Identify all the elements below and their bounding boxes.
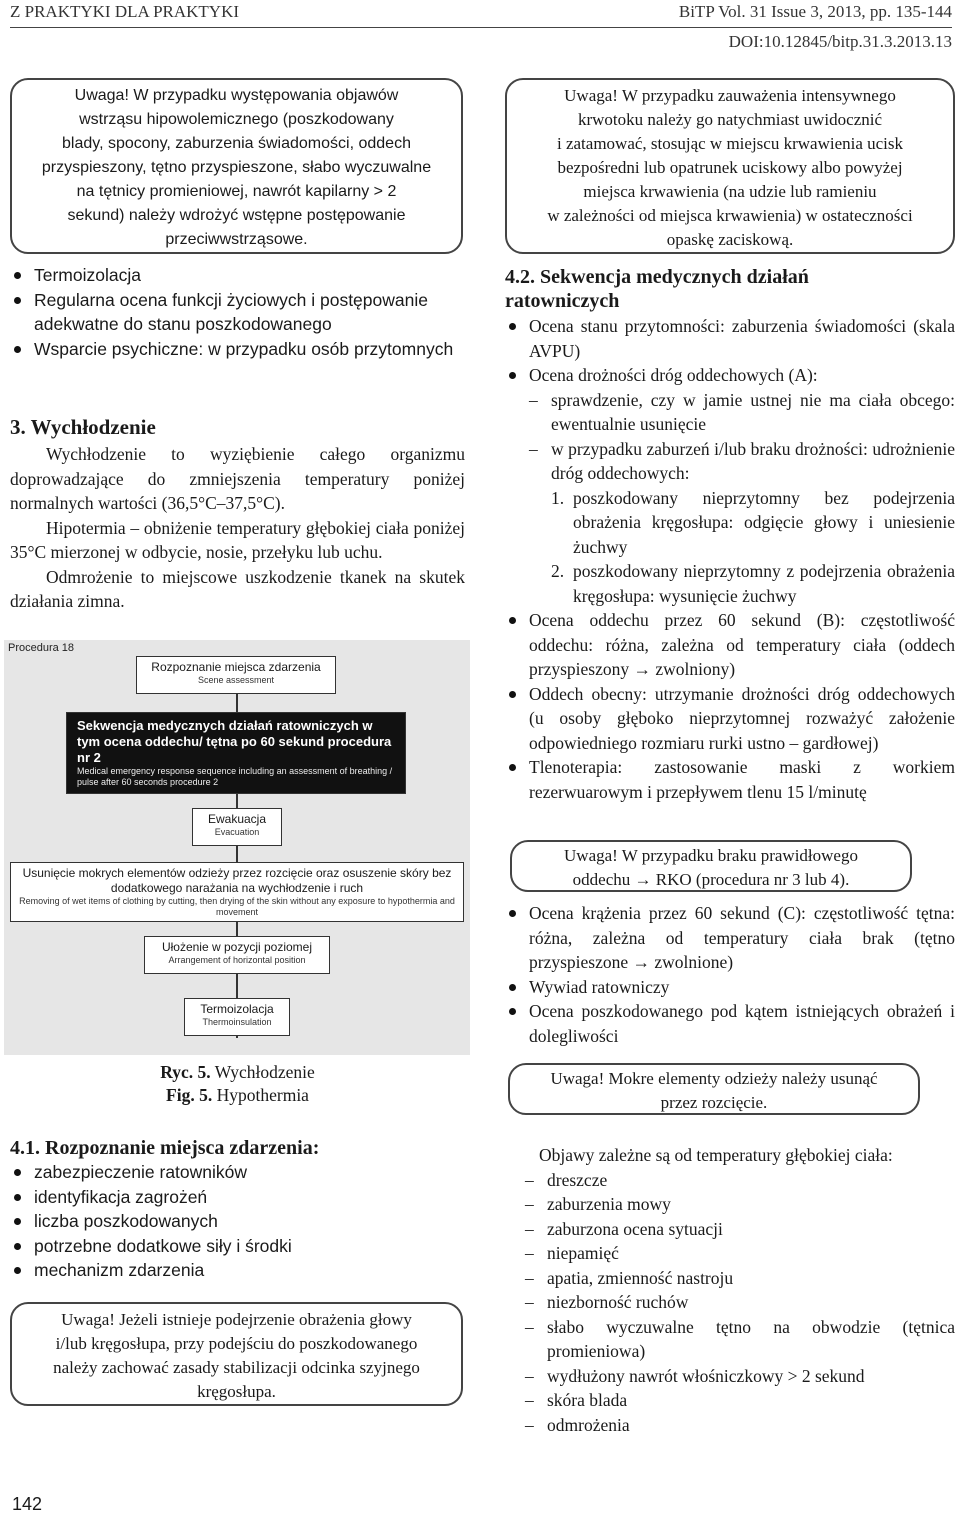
flow-step-scene-assessment: Rozpoznanie miejsca zdarzenia Scene assessment [136,656,336,694]
numbered-item: 2. poszkodowany nieprzytomny z podejrzenia obrażenia kręgosłupa: wysunięcie żuchwy [551,561,955,606]
symptom-item: – skóra blada [525,1388,955,1413]
symptom-item: – zaburzenia mowy [525,1192,955,1217]
symptom-item: – słabo wyczuwalne tętno na obwodzie (tętnica promieniowa) [525,1315,955,1364]
note-line: krwotoku należy go natychmiast uwidocznić [577,110,883,129]
paragraph: Odmrożenie to miejscowe uszkodzenie tkanek na skutek działania zimna. [10,566,465,611]
symptom-item: – wydłużony nawrót włośniczkowy > 2 sekund [525,1364,955,1389]
symptoms-intro: Objawy zależne są od temperatury głębokiej ciała: [539,1145,893,1165]
note-line: bezpośredni lub opatrunek uciskowy albo powyżej [557,158,903,177]
list-item: Wywiad ratowniczy [505,975,955,1000]
symptom-item: – niezborność ruchów [525,1290,955,1315]
note-line: przez rozcięcie. [660,1093,768,1112]
note-spine-warning [10,1302,463,1406]
sub-list-item [529,437,955,609]
page-number: 142 [12,1494,43,1514]
flow-step-thermoinsulation: Termoizolacja Thermoinsulation [184,998,290,1036]
bullet-list-care [10,263,465,361]
section-heading-4-2: 4.2. Sekwencja medycznych działań ratowniczych [505,266,809,312]
doi: DOI:10.12845/bitp.31.3.2013.13 [728,32,952,51]
list-item: Ocena oddechu przez 60 sekund (B): częstotliwość oddechu: różna, zależna od temperatury ciała (oddech przyspieszony → zwolniony) [505,608,955,682]
note-line: należy zachować zasady stabilizacji odcinka szyjnego [53,1358,420,1377]
list-item: Regularna ocena funkcji życiowych i postępowanie adekwatne do stanu poszkodowanego [10,288,465,337]
section-3-body [10,442,465,614]
sub-list-airway [529,388,955,609]
procedure-flowchart [4,640,470,1055]
list-item: identyfikacja zagrożeń [10,1185,465,1210]
sub-list-item-text: w przypadku zaburzeń i/lub braku drożności: udrożnienie dróg oddechowych: [551,438,955,483]
caption-label: Ryc. 5. [160,1062,211,1082]
symptom-item: – odmrożenia [525,1413,955,1438]
caption-label: Fig. 5. [166,1085,213,1105]
note-line: i/lub kręgosłupa, przy podejściu do poszkodowanego [55,1334,418,1353]
numbered-item: 1. poszkodowany nieprzytomny bez podejrzenia obrażenia kręgosłupa: odgięcie głowy i uniesienie żuchwy [551,487,955,557]
list-item: Termoizolacja [10,263,465,288]
note-line: Uwaga! W przypadku braku prawidłowego [564,846,858,865]
paragraph: Hipotermia – obniżenie temperatury głębokiej ciała poniżej 35°C mierzonej w odbycie, nosie, przełyku lub uchu. [10,517,465,562]
note-line: sekund) należy wdrożyć wstępne postępowanie [67,207,406,224]
flow-step-medical-sequence: Sekwencja medycznych działań ratowniczych w tym ocena oddechu/ tętna po 60 sekund procedura nr 2 Medical emergency response sequence including an assessment of breathing / pulse after 60 seconds procedure 2 [66,712,406,794]
note-line: przeciwwstrząsowe. [165,231,308,248]
note-line: w zależności od miejsca krwawienia) w ostateczności [547,206,913,225]
section-heading-4-1: 4.1. Rozpoznanie miejsca zdarzenia: [10,1137,320,1159]
list-item: mechanizm zdarzenia [10,1258,465,1283]
figure-label: Procedura 18 [8,642,75,654]
note-line: wstrząsu hipowolemicznego (poszkodowany [79,111,394,128]
note-shock-warning [10,78,463,254]
list-item: Tlenoterapia: zastosowanie maski z workiem rezerwuarowym i przepływem tlenu 15 l/minutę [505,755,955,804]
note-line: opaskę zaciskową. [666,230,794,249]
list-item-text: Ocena drożności dróg oddechowych (A): [529,365,818,385]
note-line: Uwaga! W przypadku zauważenia intensywnego [564,86,896,105]
list-item: potrzebne dodatkowe siły i środki [10,1234,465,1259]
note-line: Uwaga! W przypadku występowania objawów [74,87,399,104]
symptom-item: – apatia, zmienność nastroju [525,1266,955,1291]
numbered-list-airway [551,486,955,609]
list-item: Ocena krążenia przez 60 sekund (C): częstotliwość tętna: różna, zależna od temperatury ciała brak (tętno przyspieszone → zwolnione) [505,901,955,975]
bullet-list-scene [10,1160,465,1283]
journal-section-header: Z PRAKTYKI DLA PRAKTYKI [10,2,240,21]
note-line: blady, spocony, zaburzenia świadomości, oddech [62,135,411,152]
bullet-list-assessment [505,314,955,804]
journal-citation-header: BiTP Vol. 31 Issue 3, 2013, pp. 135-144 [678,2,952,21]
list-item: Ocena stanu przytomności: zaburzenia świadomości (skala AVPU) [505,314,955,363]
bullet-list-circulation [505,901,955,1048]
note-line: miejsca krwawienia (na udzie lub ramieniu [583,182,877,201]
list-item [505,363,955,608]
symptoms-list [525,1168,955,1438]
paragraph: Wychłodzenie to wyziębienie całego organizmu doprowadzające do zmniejszenia temperatury poniżej normalnych wartości (36,5°C–37,5°C). [10,444,465,513]
symptom-item: – dreszcze [525,1168,955,1193]
symptom-item: – zaburzona ocena sytuacji [525,1217,955,1242]
note-line: Uwaga! Jeżeli istnieje podejrzenie obrażenia głowy [61,1310,412,1329]
note-line: Uwaga! Mokre elementy odzieży należy usunąć [550,1069,878,1088]
sub-list-item: – sprawdzenie, czy w jamie ustnej nie ma ciała obcego: ewentualnie usunięcie [529,388,955,437]
figure-caption-pl [0,1061,475,1084]
note-bleeding-warning [505,78,955,254]
flow-step-horizontal-position: Ułożenie w pozycji poziomej Arrangement of horizontal position [144,936,330,974]
note-line: oddechu → RKO (procedura nr 3 lub 4). [572,870,850,889]
note-line: kręgosłupa. [197,1382,276,1401]
note-wet-clothing-warning [508,1063,920,1115]
figure-caption-en [0,1084,475,1107]
symptoms-block [525,1143,955,1437]
flow-step-remove-wet-clothing: Usunięcie mokrych elementów odzieży przez rozcięcie oraz osuszenie skóry bez dodatkowego narażania na wychłodzenie i ruch Removing of wet items of clothing by cutting, then drying of the skin without any exposure to hypothermia and movement [10,862,464,922]
section-heading-3: 3. Wychłodzenie [10,415,156,439]
header-rule [10,27,952,28]
list-item: Ocena poszkodowanego pod kątem istniejących obrażeń i dolegliwości [505,999,955,1048]
symptom-item: – niepamięć [525,1241,955,1266]
note-cpr-warning [510,840,912,892]
note-line: i zatamować, stosując w miejscu krwawienia ucisk [556,134,904,153]
flow-step-evacuation: Ewakuacja Evacuation [192,808,282,846]
caption-text: Wychłodzenie [214,1062,315,1082]
list-item: Wsparcie psychiczne: w przypadku osób przytomnych [10,337,465,362]
list-item: liczba poszkodowanych [10,1209,465,1234]
list-item: zabezpieczenie ratowników [10,1160,465,1185]
section-4-2-body [505,314,955,804]
caption-text: Hypothermia [216,1085,309,1105]
note-line: przyspieszony, tętno przyspieszone, słabo wyczuwalne [41,159,432,176]
note-line: na tętnicy promieniowej, nawrót kapilarny > 2 [76,183,397,200]
list-item: Oddech obecny: utrzymanie drożności dróg oddechowych (u osoby głęboko nieprzytomnej rozważyć założenie odpowiedniego rozmiaru rurki ustno – gardłowej) [505,682,955,756]
